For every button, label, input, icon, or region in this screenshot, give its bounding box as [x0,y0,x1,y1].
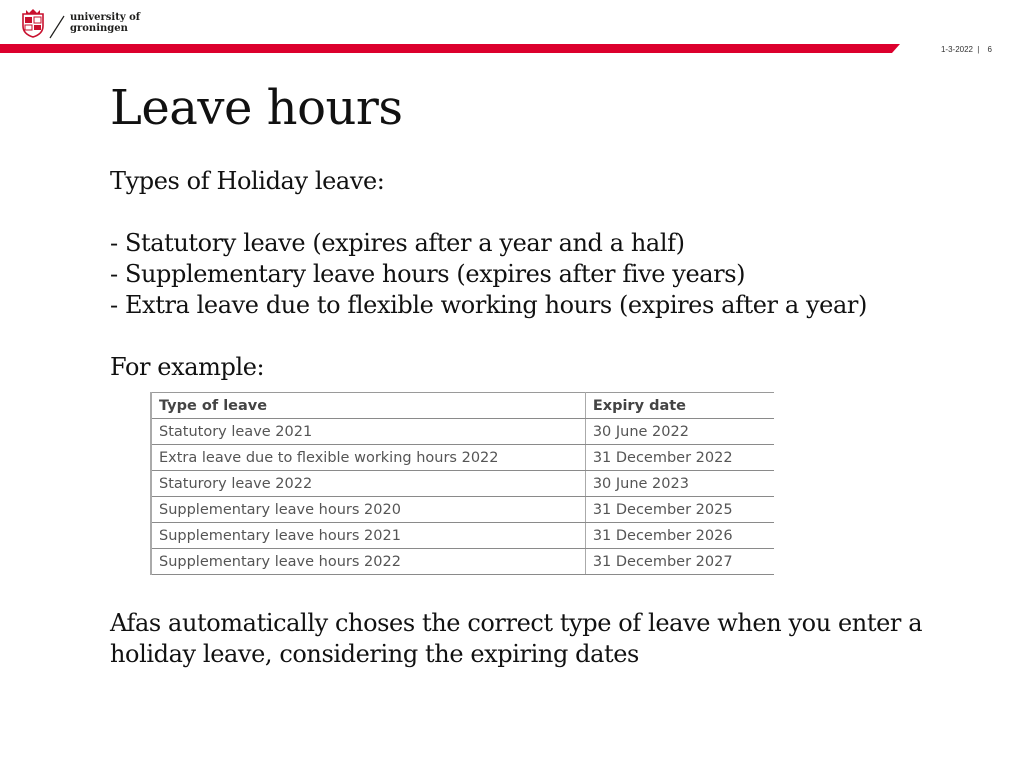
table-row [151,445,774,471]
cell-expiry-date: 31 December 2022 [585,445,774,471]
cell-leave-type: Extra leave due to flexible working hours 2022 [151,445,585,471]
cell-expiry-date: 30 June 2022 [585,419,774,445]
conclusion-line-1: Afas automatically choses the correct type of leave when you enter a [110,609,923,637]
example-label: For example: [110,353,265,381]
table-row [151,497,774,523]
cell-leave-type: Supplementary leave hours 2022 [151,549,585,575]
logo-line-groningen: groningen [70,23,128,34]
logo-line-university: university of [70,12,141,23]
cell-leave-type: Staturory leave 2022 [151,471,585,497]
logo-divider-slash [48,14,66,40]
cell-expiry-date: 31 December 2025 [585,497,774,523]
types-label: Types of Holiday leave: [110,167,385,195]
university-logo-text [70,12,140,34]
table-row [151,471,774,497]
cell-expiry-date: 31 December 2026 [585,523,774,549]
cell-leave-type: Supplementary leave hours 2021 [151,523,585,549]
conclusion-line-2: holiday leave, considering the expiring dates [110,640,639,668]
column-header-expiry: Expiry date [585,393,774,419]
slide-date: 1-3-2022 [940,45,973,54]
slide-header [0,0,1024,60]
table-row [151,523,774,549]
university-crest-icon [22,8,44,38]
list-item: - Statutory leave (expires after a year and a half) [110,229,685,257]
slide-number: 6 [987,45,992,54]
cell-expiry-date: 30 June 2023 [585,471,774,497]
list-item: - Supplementary leave hours (expires after five years) [110,260,746,288]
table-row [151,419,774,445]
slide-title: Leave hours [110,80,403,136]
cell-leave-type: Supplementary leave hours 2020 [151,497,585,523]
header-red-bar [0,44,900,53]
cell-expiry-date: 31 December 2027 [585,549,774,575]
slide-footer-info [941,45,992,54]
leave-types-list [110,228,867,321]
column-header-type: Type of leave [151,393,585,419]
cell-leave-type: Statutory leave 2021 [151,419,585,445]
leave-expiry-table [150,392,774,575]
date-separator: | [977,45,980,54]
list-item: - Extra leave due to flexible working hours (expires after a year) [110,291,867,319]
table-row [151,549,774,575]
table-header-row [151,393,774,419]
conclusion-text [110,608,990,670]
